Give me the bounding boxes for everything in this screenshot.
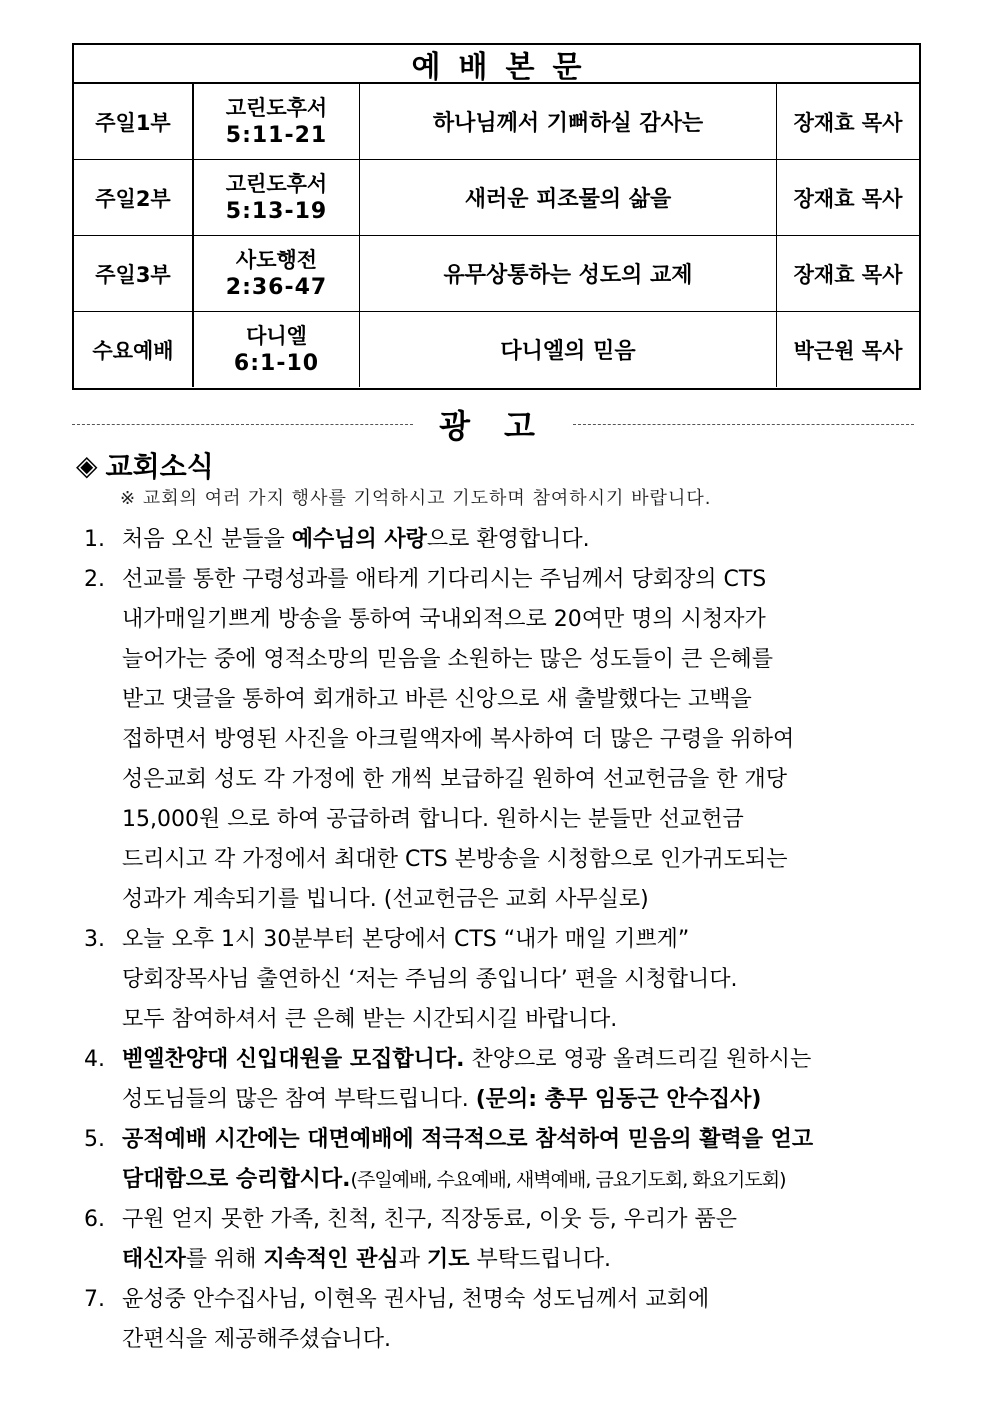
worship-row [74, 312, 919, 387]
item-emphasis: 지속적인 관심 [263, 1247, 399, 1272]
item-line: 구원 얻지 못한 가족, 친척, 친구, 직장동료, 이웃 등, 우리가 품은 [122, 1207, 737, 1232]
list-item [84, 520, 854, 560]
item-line [122, 1040, 854, 1080]
scripture-ref: 5:11-21 [225, 122, 328, 148]
scripture-ref: 2:36-47 [225, 274, 328, 300]
scripture-cell [194, 84, 360, 159]
list-item [84, 1120, 854, 1200]
item-line [122, 1080, 854, 1120]
item-number: 5. [84, 1127, 105, 1152]
item-line [122, 1160, 854, 1200]
service-name: 주일3부 [74, 236, 194, 311]
item-emphasis: (문의: 총무 임동근 안수집사) [475, 1087, 762, 1112]
item-line [122, 1240, 854, 1280]
item-body [122, 1120, 854, 1200]
item-line: 드리시고 각 가정에서 최대한 CTS 본방송을 시청함으로 인가귀도되는 [122, 847, 788, 872]
item-emphasis: 태신자 [122, 1247, 186, 1272]
item-line: 늘어가는 중에 영적소망의 믿음을 소원하는 많은 성도들이 큰 은혜를 [122, 647, 774, 672]
scripture-ref: 5:13-19 [225, 198, 328, 224]
item-emphasis: 예수님의 사랑 [291, 527, 427, 552]
item-text: 성도님들의 많은 참여 부탁드립니다. [122, 1087, 476, 1112]
item-line: 접하면서 방영된 사진을 아크릴액자에 복사하여 더 많은 구령을 위하여 [122, 727, 795, 752]
list-item [84, 1200, 854, 1280]
item-line: 모두 참여하셔서 큰 은혜 받는 시간되시길 바랍니다. [122, 1007, 618, 1032]
scripture-book: 고린도후서 [225, 171, 328, 196]
worship-table [72, 43, 921, 390]
item-line: 공적예배 시간에는 대면예배에 적극적으로 참석하여 믿음의 활력을 얻고 [122, 1127, 814, 1152]
list-item [84, 1280, 854, 1360]
worship-row [74, 84, 919, 160]
item-line: 성은교회 성도 각 가정에 한 개씩 보급하길 원하여 선교헌금을 한 개당 [122, 767, 787, 792]
preacher: 장재효 목사 [793, 186, 903, 211]
scripture-ref: 6:1-10 [233, 350, 320, 376]
item-number: 6. [84, 1207, 105, 1232]
announcement-list [84, 520, 854, 1360]
item-text: 를 위해 [185, 1247, 264, 1272]
item-line: 윤성중 안수집사님, 이현옥 권사님, 천명숙 성도님께서 교회에 [122, 1287, 710, 1312]
item-number: 4. [84, 1047, 105, 1072]
item-emphasis: 담대함으로 승리합시다. [122, 1167, 351, 1192]
diamond-bullet-icon: ◈ [76, 448, 98, 482]
item-line: 15,000원 으로 하여 공급하려 합니다. 원하시는 분들만 선교헌금 [122, 807, 744, 832]
item-number: 3. [84, 927, 105, 952]
scripture-book: 다니엘 [246, 323, 307, 348]
scripture-book: 고린도후서 [225, 95, 328, 120]
worship-row [74, 160, 919, 236]
item-text: 찬양으로 영광 올려드리길 원하시는 [464, 1047, 812, 1072]
sermon-title: 다니엘의 믿음 [360, 312, 777, 387]
item-line: 오늘 오후 1시 30분부터 본당에서 CTS “내가 매일 기쁘게” [122, 927, 690, 952]
item-body [122, 520, 854, 560]
scripture-book: 사도행전 [235, 247, 318, 272]
list-item [84, 560, 854, 920]
item-body [122, 920, 854, 1040]
sermon-title: 유무상통하는 성도의 교제 [360, 236, 777, 311]
item-body [122, 1280, 854, 1360]
item-line: 선교를 통한 구령성과를 애타게 기다리시는 주님께서 당회장의 CTS [122, 567, 767, 592]
item-body [122, 1200, 854, 1280]
item-line: 간편식을 제공해주셨습니다. [122, 1327, 392, 1352]
item-number: 1. [84, 527, 105, 552]
preacher: 장재효 목사 [793, 110, 903, 135]
announcements-header [72, 404, 914, 444]
preacher: 장재효 목사 [793, 262, 903, 287]
item-line: 내가매일기쁘게 방송을 통하여 국내외적으로 20여만 명의 시청자가 [122, 607, 766, 632]
scripture-cell [194, 312, 360, 387]
list-item [84, 1040, 854, 1120]
item-emphasis: 벧엘찬양대 신입대원을 모집합니다. [122, 1047, 465, 1072]
church-news-note: ※ 교회의 여러 가지 행사를 기억하시고 기도하며 참여하시기 바랍니다. [120, 488, 712, 509]
church-news-title: 교회소식 [105, 450, 214, 483]
item-body [122, 560, 854, 920]
church-news-heading [76, 446, 214, 484]
divider [72, 424, 413, 425]
worship-row [74, 236, 919, 312]
item-line: 받고 댓글을 통하여 회개하고 바른 신앙으로 새 출발했다는 고백을 [122, 687, 752, 712]
service-name: 주일2부 [74, 160, 194, 235]
divider [573, 424, 914, 425]
worship-table-title: 예배본문 [74, 45, 919, 84]
item-number: 7. [84, 1287, 105, 1312]
item-text: 부탁드립니다. [469, 1247, 611, 1272]
item-text: 처음 오신 분들을 [122, 527, 292, 552]
item-line: 당회장목사님 출연하신 ‘저는 주님의 종입니다’ 편을 시청합니다. [122, 967, 738, 992]
item-text: 과 [398, 1247, 427, 1272]
service-name: 주일1부 [74, 84, 194, 159]
item-text: 으로 환영합니다. [426, 527, 590, 552]
scripture-cell [194, 236, 360, 311]
scripture-cell [194, 160, 360, 235]
preacher: 박근원 목사 [793, 338, 903, 363]
service-name: 수요예배 [74, 312, 194, 387]
item-number: 2. [84, 567, 105, 592]
item-text: (주일예배, 수요예배, 새벽예배, 금요기도회, 화요기도회) [350, 1169, 786, 1191]
announcements-title: 광고 [439, 407, 569, 445]
item-line: 성과가 계속되기를 빕니다. (선교헌금은 교회 사무실로) [122, 887, 649, 912]
list-item [84, 920, 854, 1040]
item-body [122, 1040, 854, 1120]
item-emphasis: 기도 [426, 1247, 470, 1272]
sermon-title: 새러운 피조물의 삶을 [360, 160, 777, 235]
sermon-title: 하나님께서 기뻐하실 감사는 [360, 84, 777, 159]
